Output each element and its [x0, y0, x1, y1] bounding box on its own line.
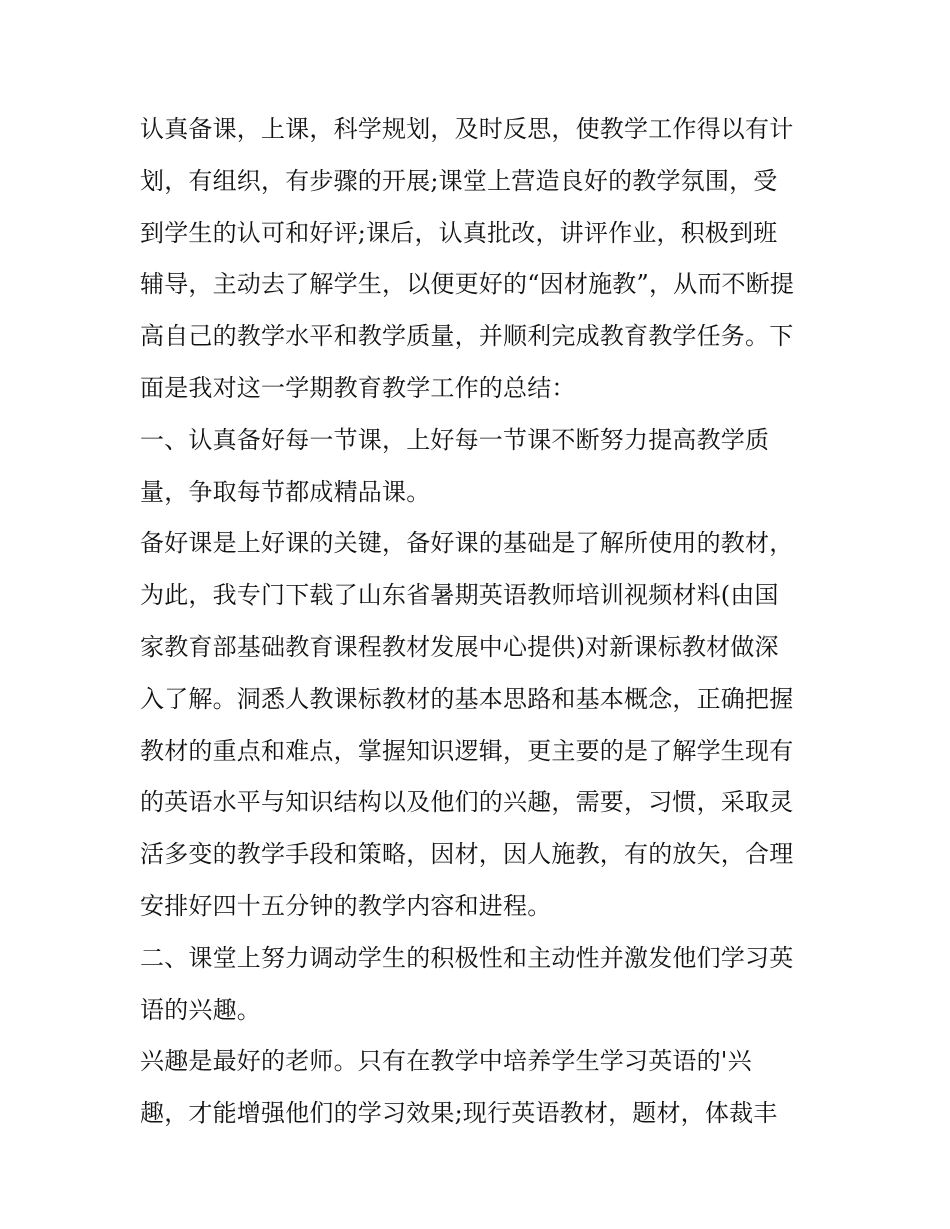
text-line: 教材的重点和难点，掌握知识逻辑，更主要的是了解学生现有 — [140, 736, 794, 765]
text-line: 划，有组织，有步骤的开展;课堂上营造良好的教学氛围，受 — [140, 166, 778, 195]
text-line: 高自己的教学水平和教学质量，并顺利完成教育教学任务。下 — [140, 322, 794, 351]
text-line: 活多变的教学手段和策略，因材，因人施教，有的放矢，合理 — [140, 840, 794, 869]
body-text — [140, 104, 820, 1140]
text-line: 认真备课，上课，科学规划，及时反思，使教学工作得以有计 — [140, 115, 794, 143]
section-heading-2: 二、课堂上努力调动学生的积极性和主动性并激发他们学习英 — [140, 943, 794, 972]
text-line: 为此，我专门下载了山东省暑期英语教师培训视频材料(由国 — [140, 581, 779, 610]
text-line: 安排好四十五分钟的教学内容和进程。 — [140, 891, 552, 920]
text-line: 的英语水平与知识结构以及他们的兴趣，需要，习惯，采取灵 — [140, 788, 794, 817]
section-heading-1: 量，争取每节都成精品课。 — [140, 477, 431, 506]
text-line: 兴趣是最好的老师。只有在教学中培养学生学习英语的'兴 — [140, 1047, 752, 1076]
text-line: 趣，才能增强他们的学习效果;现行英语教材，题材，体裁丰 — [140, 1099, 778, 1128]
text-line: 面是我对这一学期教育教学工作的总结： — [140, 373, 576, 402]
text-line: 到学生的认可和好评;课后，认真批改，讲评作业，积极到班 — [140, 218, 778, 247]
text-line: 入了解。洞悉人教课标教材的基本思路和基本概念，正确把握 — [140, 684, 794, 713]
section-heading-1: 一、认真备好每一节课，上好每一节课不断努力提高教学质 — [140, 425, 770, 454]
text-line: 辅导，主动去了解学生，以便更好的“因材施教”，从而不断提 — [140, 270, 795, 299]
text-line: 备好课是上好课的关键，备好课的基础是了解所使用的教材， — [140, 529, 794, 558]
text-line: 家教育部基础教育课程教材发展中心提供)对新课标教材做深 — [140, 632, 779, 661]
section-heading-2: 语的兴趣。 — [140, 995, 261, 1024]
